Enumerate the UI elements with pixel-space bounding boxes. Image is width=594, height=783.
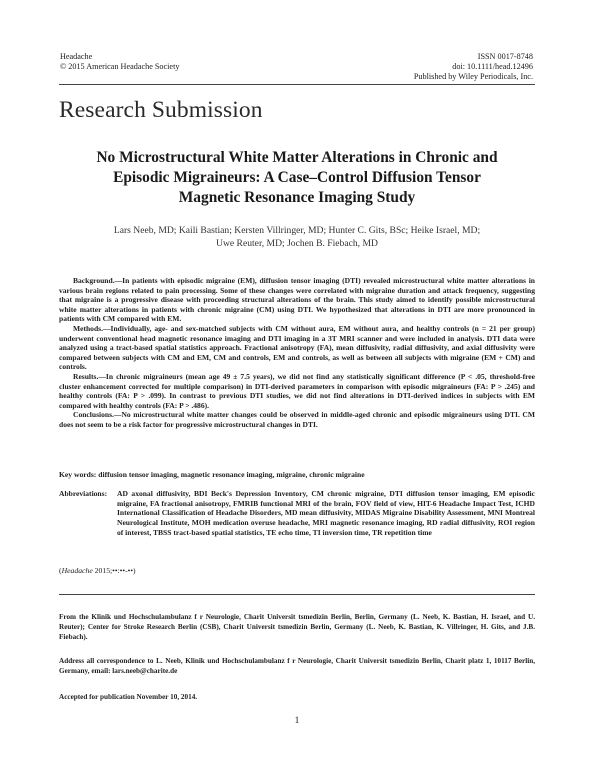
citation: [59, 566, 136, 576]
affiliation-footnote: From the Klinik und Hochschulambulanz f r Neurologie, Charit Universit tsmedizin Berlin, Berlin, Germany (L. Neeb, K. Bastian, H. Israel, and U. Reuter); Center for Stroke Research Berlin (CSB), Charit Universit tsmedizin Berlin, Germany (L. Neeb, K. Bastian, K. Villringer, H. Gits, and J.B. Fiebach).: [59, 613, 535, 642]
journal-header-right: [414, 52, 533, 83]
abbreviations-text: AD axonal diffusivity, BDI Beck's Depression Inventory, CM chronic migraine, DTI diffusion tensor imaging, EM episodic migraine, FA fractional anisotropy, FMRIB functional MRI of the brain, FOV field of view, HIT-6 Headache Impact Test, ICHD International Classification of Headache Disorders, MD mean diffusivity, MIDAS Migraine Disability Assessment, MNI Montreal Neurological Institute, MOH medication overuse headache, MRI magnetic resonance imaging, RD radial diffusivity, ROI region of interest, TBSS tract-based spatial statistics, TE echo time, TI inversion time, TR repetition time: [117, 489, 535, 537]
abstract-heading: Conclusions.—: [73, 410, 122, 420]
abstract-conclusions: [59, 410, 535, 429]
citation-rest: 2015;••:••-••): [92, 566, 136, 575]
section-label: Research Submission: [59, 97, 263, 123]
doi: doi: 10.1111/head.12496: [452, 62, 533, 72]
header-rule: [59, 84, 535, 85]
page-number: 1: [294, 716, 300, 726]
abstract-text: Individually, age- and sex-matched subjects with CM without aura, EM without aura, and healthy controls (n = 21 per group) underwent conventional head magnetic resonance imaging and DTI imaging in a 3T MRI scanner and were included in analysis. DTI data were analyzed using a tract-based spatial statistics approach. Fractional anisotropy (FA), mean diffusivity, radial diffusivity, and axial diffusivity were compared between subjects with CM and EM, CM and controls, EM and controls, as well as between all subjects with migraine (EM + CM) and controls.: [59, 323, 535, 372]
journal-name: Headache: [60, 52, 93, 61]
issn: ISSN 0017-8748: [477, 52, 533, 61]
abstract-text: No microstructural white matter changes could be observed in middle-aged chronic and episodic migraineurs using DTI. CM does not seem to be a risk factor for progressive microstructural changes in DTI.: [59, 410, 535, 429]
publisher: Published by Wiley Periodicals, Inc.: [413, 72, 533, 82]
abstract-text: In patients with episodic migraine (EM), diffusion tensor imaging (DTI) revealed microstructural white matter alterations in various brain regions related to pain processing. Some of these changes were correlated with migraine duration and attack frequency, suggesting that migraine is a progressive disease with proceeding structural alterations of the brain. This study aimed to identify possible microstructural white matter alterations in patients with chronic migraine (CM) using DTI. We hypothesized that alterations in DTI are more pronounced in patients with CM compared with EM.: [59, 276, 535, 324]
keywords: Key words: diffusion tensor imaging, magnetic resonance imaging, migraine, chronic migraine: [59, 470, 365, 479]
abstract-text: In chronic migraineurs (mean age 49 ± 7.5 years), we did not find any statistically significant difference (P < .05, threshold-free cluster enhancement corrected for multiple comparison) in DTI-derived parameters in comparison with episodic migraineurs (FA: P > .245) and healthy controls (FA: P > .099). In contrast to previous DTI studies, we did not find alterations in DTI-derived indices in subjects with EM compared with healthy controls (FA: P > .486).: [59, 371, 535, 410]
citation-journal: Headache: [61, 566, 93, 575]
abbreviations: [59, 489, 535, 538]
abstract-background: [59, 276, 535, 324]
author-list: [59, 224, 535, 250]
abstract-heading: Background.—: [73, 276, 123, 285]
author-line: Lars Neeb, MD; Kaili Bastian; Kersten Villringer, MD; Hunter C. Gits, BSc; Heike Israel, MD;: [113, 225, 481, 236]
article-title: [59, 148, 535, 208]
title-line: No Microstructural White Matter Alterations in Chronic and: [96, 149, 498, 166]
abstract-heading: Methods.—: [73, 323, 111, 333]
abstract: [59, 276, 535, 430]
title-line: Episodic Migraineurs: A Case–Control Diffusion Tensor: [113, 169, 481, 186]
title-line: Magnetic Resonance Imaging Study: [178, 189, 416, 206]
citation-open: (: [59, 566, 62, 575]
journal-header-left: [60, 52, 179, 72]
abstract-methods: [59, 324, 535, 372]
accepted-footnote: Accepted for publication November 10, 2014.: [59, 693, 198, 701]
abstract-heading: Results.—: [73, 371, 106, 381]
abbreviations-label: Abbreviations:: [59, 489, 108, 498]
footnote-rule: [59, 594, 535, 595]
correspondence-footnote: Address all correspondence to L. Neeb, Klinik und Hochschulambulanz f r Neurologie, Charit Universit tsmedizin Berlin, Charit platz 1, 10117 Berlin, Germany, email: lars.neeb@charite.de: [59, 657, 535, 676]
author-line: Uwe Reuter, MD; Jochen B. Fiebach, MD: [216, 238, 378, 249]
copyright-notice: © 2015 American Headache Society: [60, 62, 180, 72]
abstract-results: [59, 372, 535, 410]
